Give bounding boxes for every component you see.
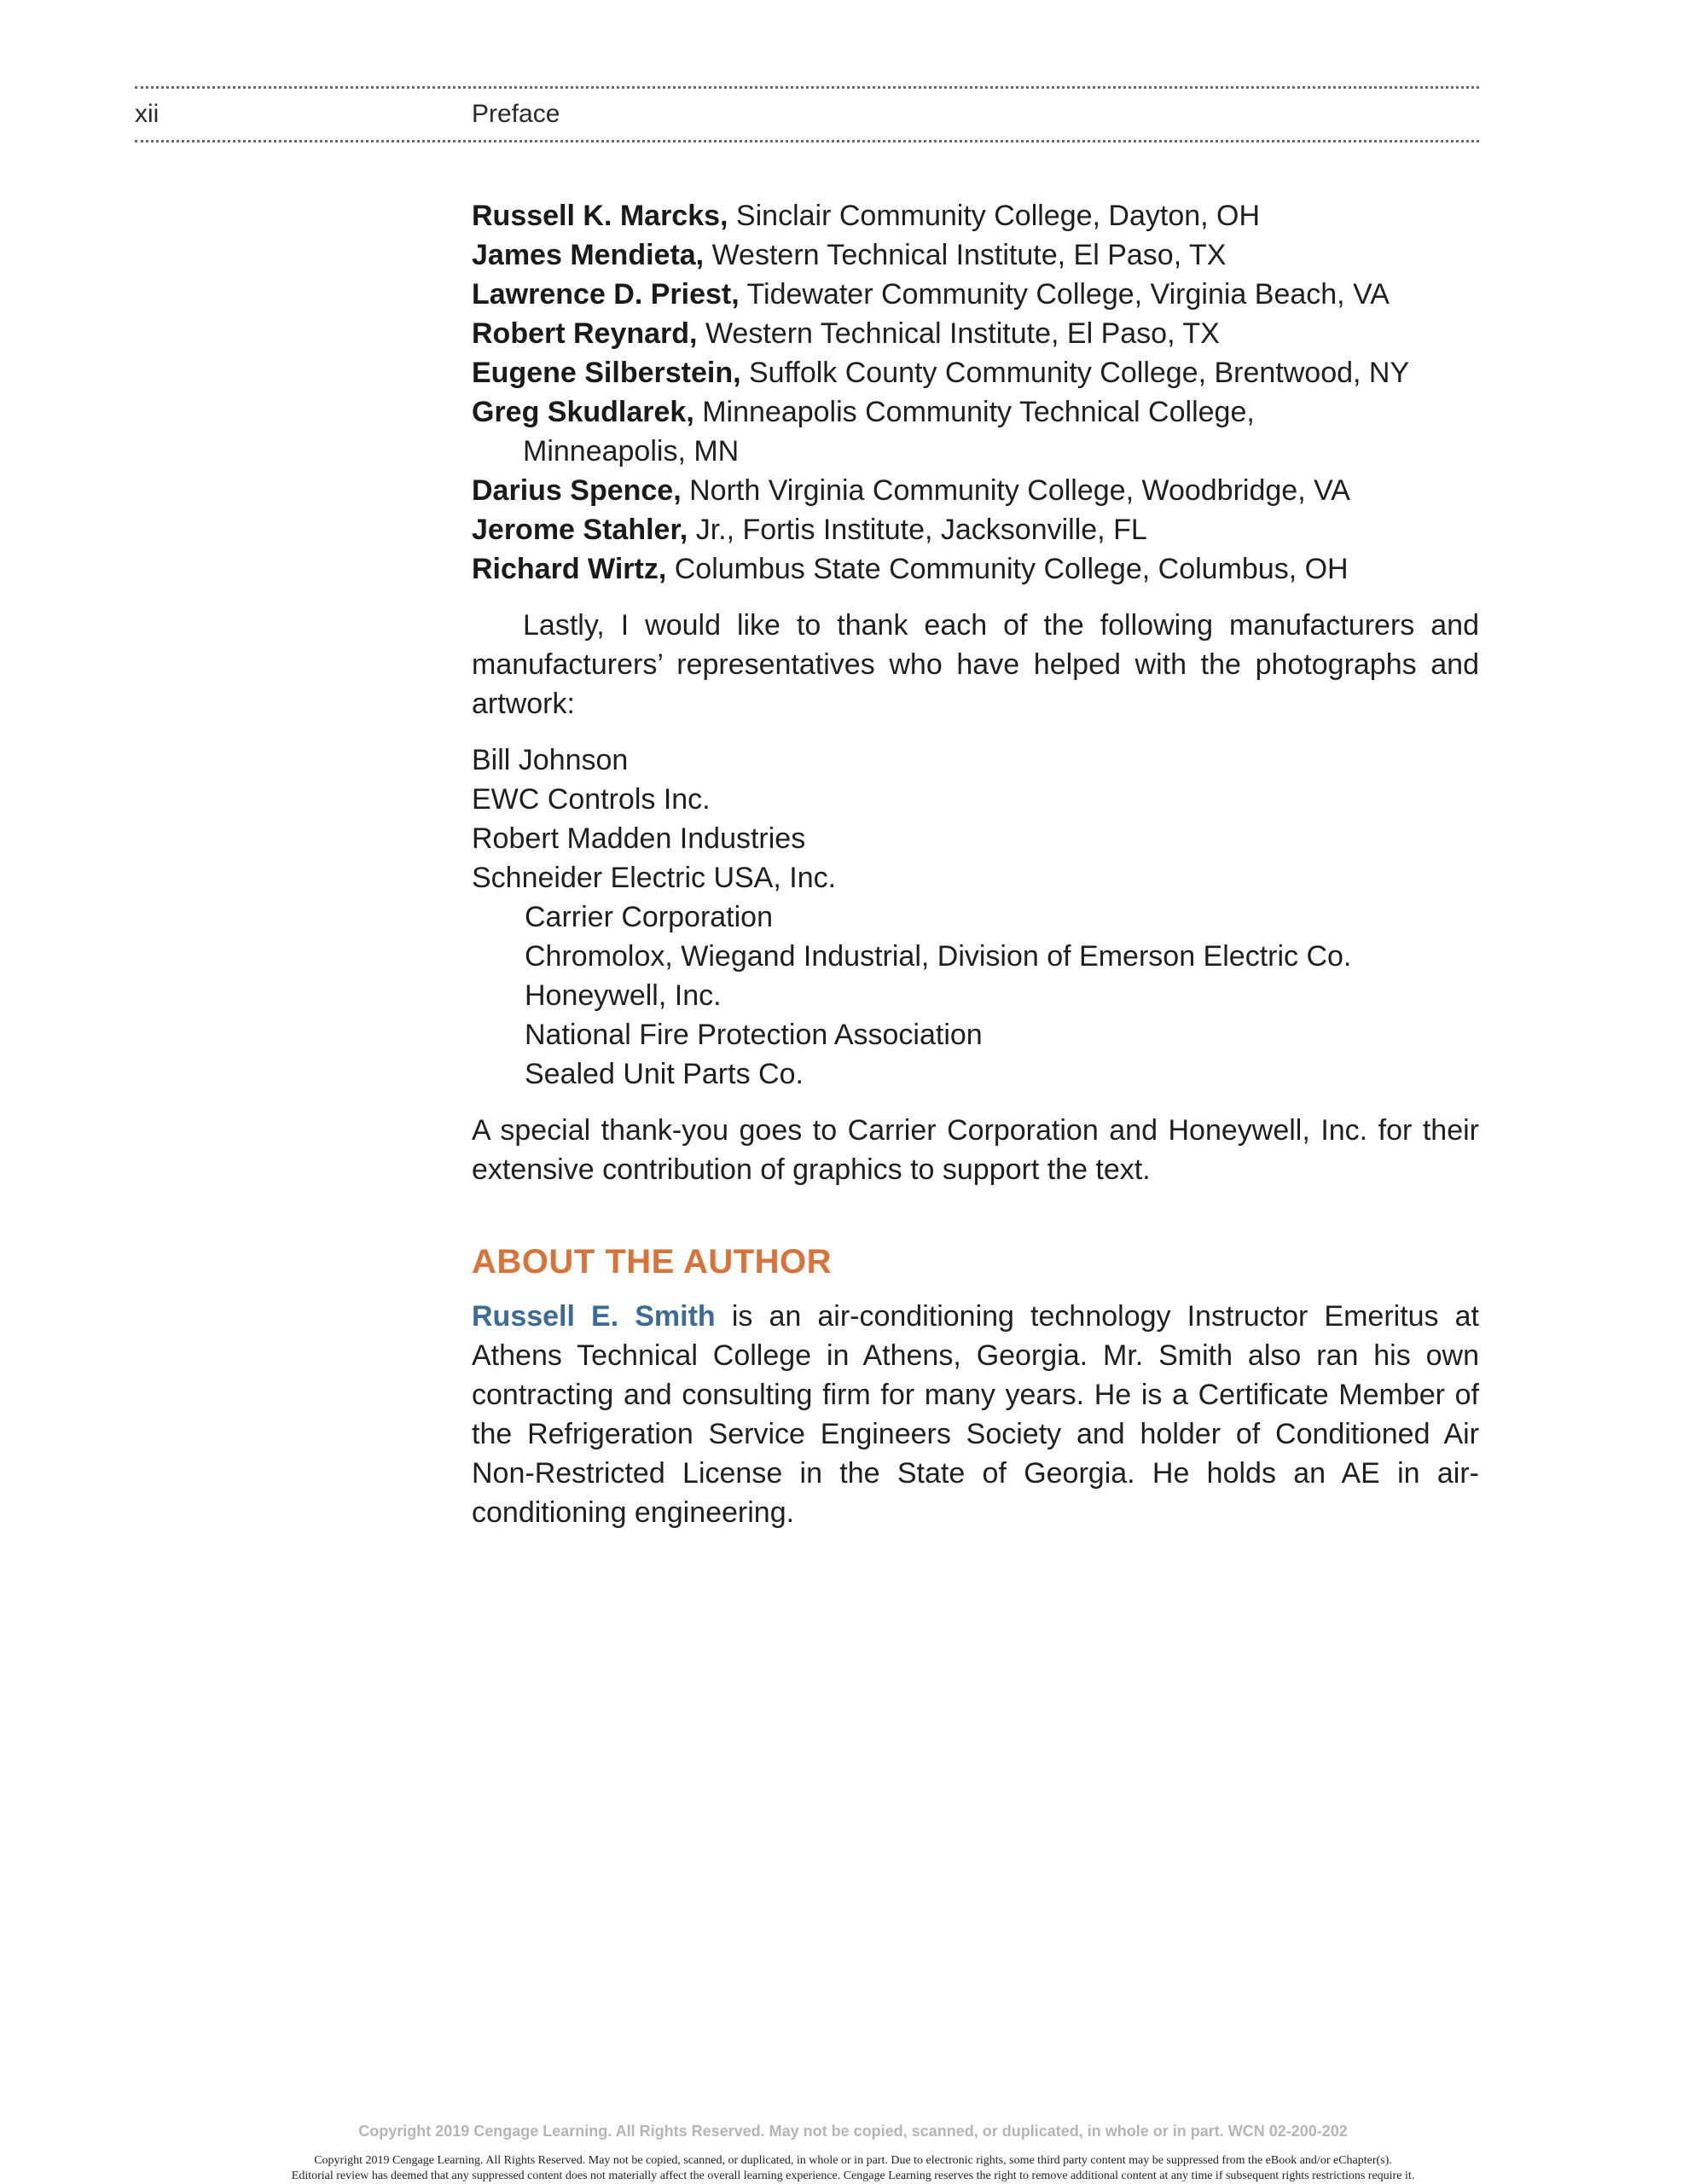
page-number: xii [135,100,160,128]
list-item: Schneider Electric USA, Inc. [472,862,837,894]
reviewer-affiliation: Jr., Fortis Institute, Jacksonville, FL [688,514,1147,546]
page-body [472,196,1479,1532]
reviewer-name: Jerome Stahler, [472,514,688,546]
reviewer-affiliation: Western Technical Institute, El Paso, TX [704,239,1227,271]
reviewer-entry [472,471,1479,510]
reviewer-entry [472,353,1479,392]
special-thanks-paragraph: A special thank-you goes to Carrier Corporation and Honeywell, Inc. for their extensive contribution of graphics to support the text. [472,1114,1479,1186]
reviewer-name: Lawrence D. Priest, [472,278,740,311]
reviewer-entry [472,392,1479,432]
copyright-footer [0,2153,1706,2184]
list-item: Chromolox, Wiegand Industrial, Division of Emerson Electric Co. [525,940,1352,973]
reviewer-entry [472,549,1479,589]
copyright-line-1: Copyright 2019 Cengage Learning. All Rights Reserved. May not be copied, scanned, or duplicated, in whole or in part. Due to electronic rights, some third party content may be suppressed from the eBook and/or eChapter(s). [314,2154,1392,2167]
reviewer-affiliation: North Virginia Community College, Woodbridge, VA [681,474,1350,507]
thanks-intro-paragraph: Lastly, I would like to thank each of the following manufacturers and manufacturers’ representatives who have helped with the photographs and artwork: [472,609,1479,720]
list-item: Robert Madden Industries [472,822,806,855]
reviewer-list [472,196,1479,589]
running-head: Preface [472,100,560,128]
reviewer-name: Robert Reynard, [472,317,698,350]
reviewer-entry [472,235,1479,275]
reviewer-affiliation: Minneapolis Community Technical College, [693,396,1255,428]
reviewer-entry [472,196,1479,235]
list-item: National Fire Protection Association [525,1019,983,1051]
list-item: Sealed Unit Parts Co. [525,1058,804,1090]
copyright-watermark: Copyright 2019 Cengage Learning. All Rights Reserved. May not be copied, scanned, or duplicated, in whole or in part. WCN 02-200-202 [358,2123,1348,2140]
copyright-line-2: Editorial review has deemed that any suppressed content does not materially affect the overall learning experience. Cengage Learning reserves the right to remove additional content at any time if subsequent rights restrictions require it. [291,2169,1415,2182]
manufacturer-list [472,741,1479,1094]
list-item: EWC Controls Inc. [472,783,711,816]
about-author-text: is an air-conditioning technology Instructor Emeritus at Athens Technical College in Athens, Georgia. Mr. Smith also ran his own contracting and consulting firm for many years. He is a Certificate Member of the Refrigeration Service Engineers Society and holder of Conditioned Air Non-Restricted License in the State of Georgia. He holds an AE in air-conditioning engineering. [472,1300,1480,1529]
list-item: Carrier Corporation [525,901,773,933]
reviewer-affiliation: Suffolk County Community College, Brentwood, NY [740,357,1410,389]
reviewer-entry [472,510,1479,549]
header-rule-bottom [135,140,1479,142]
reviewer-name: Greg Skudlarek, [472,396,694,428]
author-name: Russell E. Smith [472,1300,716,1333]
reviewer-name: Eugene Silberstein, [472,357,741,389]
reviewer-affiliation: Tidewater Community College, Virginia Beach, VA [739,278,1390,311]
reviewer-entry [472,314,1479,353]
reviewer-affiliation: Columbus State Community College, Columbus, OH [666,553,1349,585]
header-rule-top [135,86,1479,89]
reviewer-affiliation-continued: Minneapolis, MN [523,435,740,468]
reviewer-name: James Mendieta, [472,239,705,271]
reviewer-name: Darius Spence, [472,474,682,507]
about-author-paragraph [472,1297,1479,1532]
reviewer-affiliation: Sinclair Community College, Dayton, OH [728,200,1261,232]
reviewer-affiliation: Western Technical Institute, El Paso, TX [697,317,1220,350]
reviewer-name: Russell K. Marcks, [472,200,728,232]
reviewer-name: Richard Wirtz, [472,553,667,585]
list-item: Honeywell, Inc. [525,979,722,1012]
about-author-heading: ABOUT THE AUTHOR [472,1243,833,1281]
list-item: Bill Johnson [472,744,629,776]
reviewer-entry [472,275,1479,314]
